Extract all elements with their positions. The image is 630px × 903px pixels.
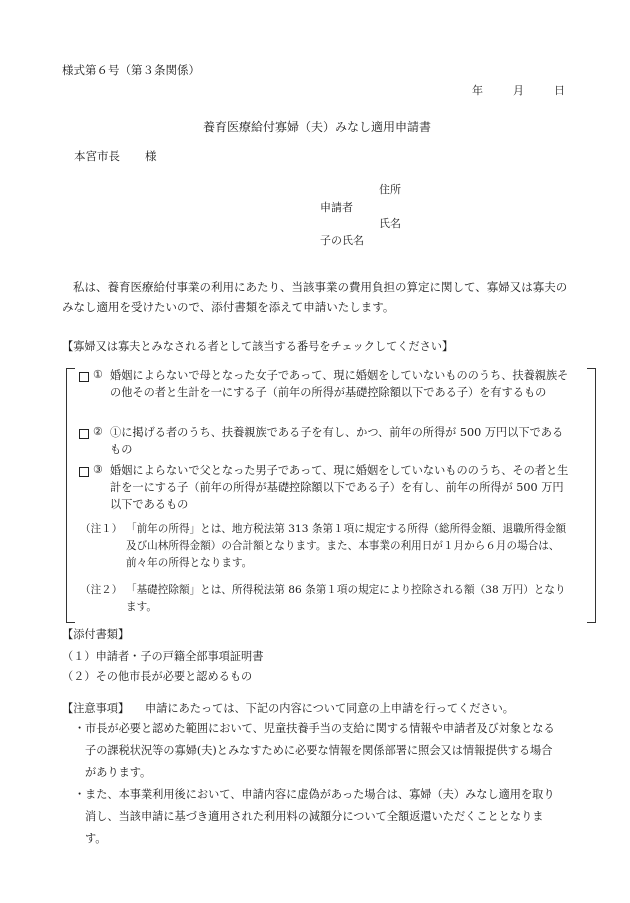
attachment-item-2: （２）その他市長が必要と認めるもの (62, 670, 253, 683)
address-label: 住所 (379, 183, 401, 196)
check-heading: 【寡婦又は寡夫とみなされる者として該当する番号をチェックしてください】 (62, 340, 454, 353)
option-2-text: ①に掲げる者のうち、扶養親族である子を有し、かつ、前年の所得が 500 万円以下であるもの (110, 426, 564, 456)
caution-bullet-2-marker: ・ (74, 788, 86, 801)
document-title: 養育医療給付寡婦（夫）みなし適用申請書 (203, 120, 432, 134)
caution-bullet-1-marker: ・ (74, 722, 86, 735)
note-2-text: 「基礎控除額」とは、所得税法第 86 条第１項の規定により控除される額（38 万円）となります。 (126, 584, 566, 613)
caution-item-2: また、本事業利用後において、申請内容に虚偽があった場合は、寡婦（夫）みなし適用を取り消し、当該申請に基づき適用された利用料の減額分について全額返還いただくこととなります。 (85, 788, 555, 845)
options-bracket-right (587, 368, 596, 623)
option-1-checkbox[interactable] (79, 372, 89, 382)
date-month-label: 月 (513, 84, 524, 97)
option-3-text: 婚姻によらないで父となった男子であって、現に婚姻をしていないもののうち、その者と生計を一にする子（前年の所得が基礎控除額以下である子）を有し、前年の所得が 500 万円以下であるもの (110, 464, 569, 511)
option-2-checkbox[interactable] (79, 429, 89, 439)
attachment-item-1: （１）申請者・子の戸籍全部事項証明書 (62, 650, 264, 663)
options-bracket-left (66, 368, 75, 623)
caution-heading: 【注意事項】 (62, 702, 130, 715)
caution-lead: 申請にあたっては、下記の内容について同意の上申請を行ってください。 (145, 702, 514, 715)
caution-item-1: 市長が必要と認めた範囲において、児童扶養手当の支給に関する情報や申請者及び対象となる子の課税状況等の寡婦(夫)とみなすために必要な情報を関係部署に照会又は情報提供する場合があります。 (85, 722, 555, 779)
name-label: 氏名 (379, 217, 401, 230)
option-3-number: ③ (93, 463, 104, 476)
intro-paragraph: 私は、養育医療給付事業の利用にあたり、当該事業の費用負担の算定に関して、寡婦又は寡夫のみなし適用を受けたいので、添付書類を添えて申請いたします。 (62, 280, 568, 314)
option-1-number: ① (93, 368, 104, 381)
addressee-name: 本宮市長 (74, 149, 120, 163)
attachments-heading: 【添付書類】 (62, 628, 130, 641)
addressee-honorific: 様 (145, 149, 157, 163)
applicant-label: 申請者 (320, 201, 353, 214)
form-number: 様式第６号（第３条関係） (62, 63, 200, 77)
note-1-text: 「前年の所得」とは、地方税法第 313 条第１項に規定する所得（総所得金額、退職所得金額及び山林所得金額）の合計額となります。また、本事業の利用日が１月から６月の場合は、前々年の所得となります。 (126, 523, 567, 569)
option-1-text: 婚姻によらないで母となった女子であって、現に婚姻をしていないもののうち、扶養親族その他その者と生計を一にする子（前年の所得が基礎控除額以下である子）を有するもの (110, 369, 569, 399)
option-2-number: ② (93, 425, 104, 438)
note-1-label: （注１） (80, 523, 123, 535)
option-3-checkbox[interactable] (79, 467, 89, 477)
date-day-label: 日 (554, 84, 565, 97)
note-2-label: （注２） (80, 584, 123, 596)
child-name-label: 子の氏名 (320, 234, 364, 247)
date-year-label: 年 (472, 84, 483, 97)
